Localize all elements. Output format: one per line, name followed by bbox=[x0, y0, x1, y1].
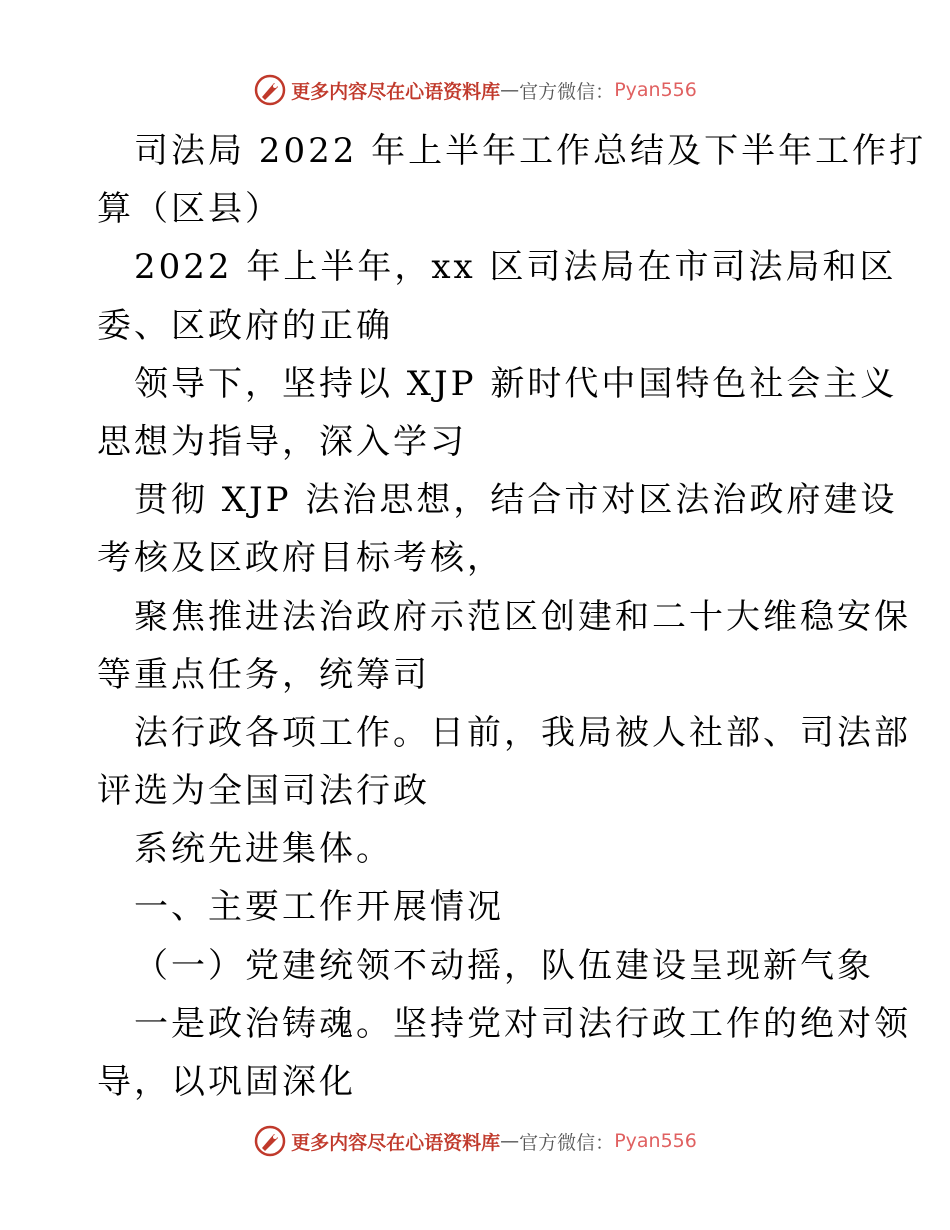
banner-separator: — bbox=[500, 1130, 520, 1152]
banner-account: Pyan556 bbox=[614, 79, 697, 101]
banner-account: Pyan556 bbox=[614, 1130, 697, 1152]
document-body bbox=[97, 122, 927, 1111]
paragraph-line: 评选为全国司法行政 bbox=[97, 771, 430, 812]
section-heading: 一、主要工作开展情况 bbox=[134, 887, 504, 928]
title-line-2: 算（区县） bbox=[97, 189, 282, 230]
title-line-1: 司法局 2022 年上半年工作总结及下半年工作打 bbox=[134, 131, 927, 171]
banner-official-label: 官方微信： bbox=[519, 1131, 615, 1154]
pen-nib-logo-icon bbox=[253, 73, 287, 107]
banner-brand-text: 更多内容尽在心语资料库 bbox=[291, 80, 501, 103]
paragraph-line: 系统先进集体。 bbox=[134, 829, 393, 870]
paragraph-line: 领导下，坚持以 XJP 新时代中国特色社会主义 bbox=[134, 363, 898, 404]
banner-official-label: 官方微信： bbox=[519, 80, 615, 103]
subsection-heading: （一）党建统领不动摇，队伍建设呈现新气象 bbox=[134, 945, 874, 986]
banner-brand-text: 更多内容尽在心语资料库 bbox=[291, 1131, 501, 1154]
paragraph-line: 聚焦推进法治政府示范区创建和二十大维稳安保 bbox=[134, 596, 911, 637]
paragraph-line: 思想为指导，深入学习 bbox=[97, 421, 467, 462]
banner-separator: — bbox=[500, 79, 520, 101]
paragraph-line: 导，以巩固深化 bbox=[97, 1062, 356, 1102]
paragraph-line: 法行政各项工作。日前，我局被人社部、司法部 bbox=[134, 712, 911, 753]
paragraph-line: 等重点任务，统筹司 bbox=[97, 654, 430, 695]
pen-nib-logo-icon bbox=[253, 1124, 287, 1158]
header-banner bbox=[0, 70, 950, 110]
paragraph-line: 2022 年上半年，xx 区司法局在市司法局和区 bbox=[134, 247, 897, 288]
paragraph-line: 一是政治铸魂。坚持党对司法行政工作的绝对领 bbox=[134, 1003, 911, 1044]
paragraph-line: 委、区政府的正确 bbox=[97, 305, 393, 346]
paragraph-line: 考核及区政府目标考核， bbox=[97, 538, 504, 579]
paragraph-line: 贯彻 XJP 法治思想，结合市对区法治政府建设 bbox=[134, 480, 898, 521]
footer-banner bbox=[0, 1121, 950, 1161]
